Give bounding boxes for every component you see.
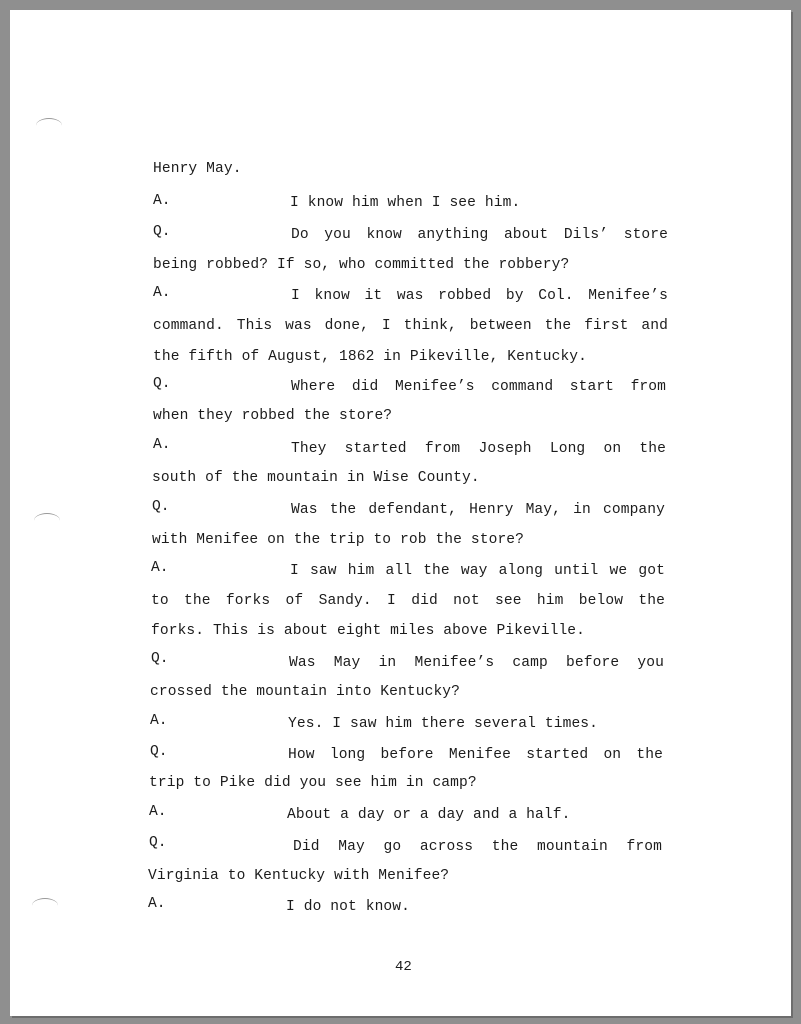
text-line: trip to Pike did you see him in camp?: [149, 775, 477, 791]
text-line: forks. This is about eight miles above Pikeville.: [151, 623, 586, 639]
text-line: Where did Menifee’s command start from: [291, 379, 666, 395]
text-line: when they robbed the store?: [153, 408, 393, 424]
answer-label: A.: [150, 713, 168, 729]
text-line: I know him when I see him.: [290, 195, 521, 211]
document-page: [10, 10, 791, 1016]
answer-label: A.: [149, 804, 167, 820]
punch-hole-mark: [32, 898, 58, 913]
text-line: Was the defendant, Henry May, in company: [291, 502, 665, 518]
text-line: Henry May.: [153, 161, 242, 177]
text-line: Was May in Menifee’s camp before you: [289, 655, 664, 671]
text-line: They started from Joseph Long on the: [291, 441, 666, 457]
text-line: I know it was robbed by Col. Menifee’s: [291, 288, 668, 304]
text-line: Virginia to Kentucky with Menifee?: [148, 868, 450, 884]
answer-label: A.: [153, 193, 171, 209]
text-line: the fifth of August, 1862 in Pikeville, Kentucky.: [153, 349, 588, 365]
question-label: Q.: [153, 224, 171, 240]
text-line: crossed the mountain into Kentucky?: [150, 684, 461, 700]
text-line: being robbed? If so, who committed the robbery?: [153, 257, 570, 273]
question-label: Q.: [149, 835, 167, 851]
text-line: Do you know anything about Dils’ store: [291, 227, 668, 243]
punch-hole-mark: [36, 118, 62, 133]
text-line: to the forks of Sandy. I did not see him below the: [151, 593, 665, 609]
question-label: Q.: [150, 744, 168, 760]
text-line: I do not know.: [286, 899, 411, 915]
answer-label: A.: [153, 437, 171, 453]
text-line: Did May go across the mountain from: [293, 839, 662, 855]
text-line: About a day or a day and a half.: [287, 807, 571, 823]
text-line: command. This was done, I think, between the first and: [153, 318, 668, 334]
text-line: south of the mountain in Wise County.: [152, 470, 480, 486]
question-label: Q.: [153, 376, 171, 392]
answer-label: A.: [153, 285, 171, 301]
punch-hole-mark: [34, 513, 60, 528]
text-line: I saw him all the way along until we got: [290, 563, 665, 579]
page-number: 42: [395, 959, 412, 975]
question-label: Q.: [151, 651, 169, 667]
text-line: Yes. I saw him there several times.: [288, 716, 599, 732]
answer-label: A.: [148, 896, 166, 912]
text-line: How long before Menifee started on the: [288, 747, 663, 763]
text-line: with Menifee on the trip to rob the store?: [152, 532, 525, 548]
question-label: Q.: [152, 499, 170, 515]
answer-label: A.: [151, 560, 169, 576]
